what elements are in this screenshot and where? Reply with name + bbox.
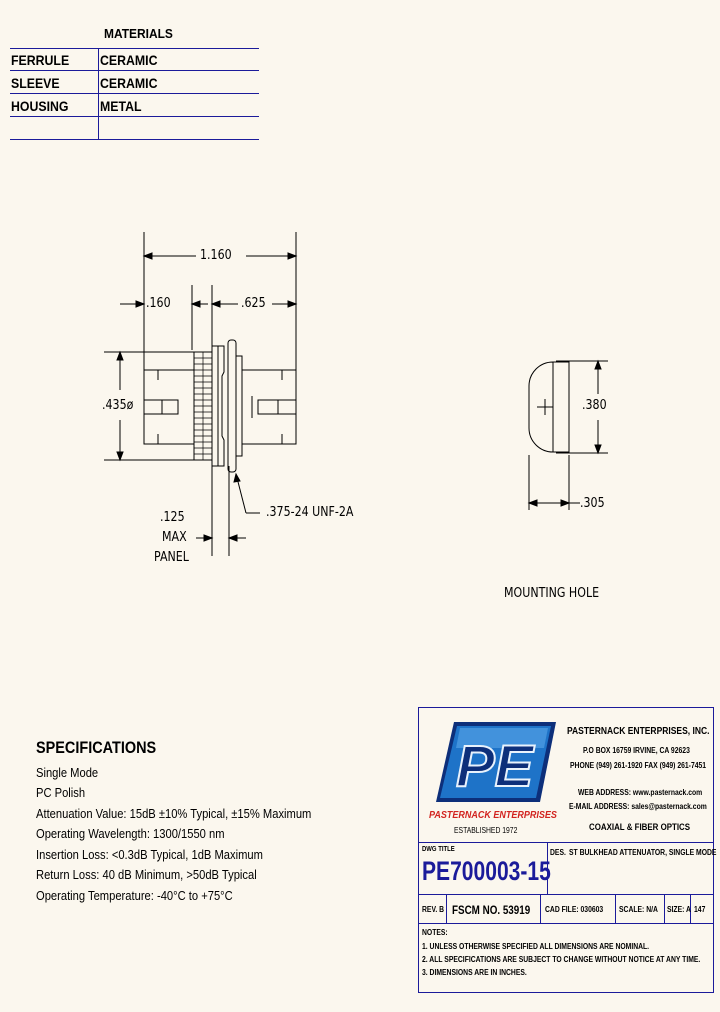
fscm-number: FSCM NO. 53919 <box>452 903 531 917</box>
spec-line: Operating Wavelength: 1300/1550 nm <box>36 826 225 841</box>
material-part: HOUSING <box>11 98 69 114</box>
spec-line: Return Loss: 40 dB Minimum, >50dB Typical <box>36 867 257 882</box>
spec-line: Single Mode <box>36 765 99 780</box>
dimension-diameter: .435ø <box>102 398 134 413</box>
brand-name: PASTERNACK ENTERPRISES <box>429 810 557 821</box>
title-block-divider <box>540 894 541 923</box>
description: ST BULKHEAD ATTENUATOR, SINGLE MODE <box>569 848 717 857</box>
material-value: CERAMIC <box>100 75 158 91</box>
hole-caption: MOUNTING HOLE <box>504 586 600 601</box>
dimension-panel-max: MAX <box>162 530 187 545</box>
title-block-rule <box>418 894 713 895</box>
description-label: DES. <box>550 848 566 857</box>
revision: REV. B <box>422 905 445 914</box>
scale: SCALE: N/A <box>619 905 658 914</box>
dwg-title-label: DWG TITLE <box>422 846 455 853</box>
dimension-overall: 1.160 <box>200 248 232 263</box>
spec-line: Attenuation Value: 15dB ±10% Typical, ±15% Maximum <box>36 806 312 821</box>
notes-title: NOTES: <box>422 928 448 937</box>
hole-width: .305 <box>580 496 605 511</box>
title-block-divider <box>446 894 447 923</box>
pe-logo <box>426 718 566 810</box>
material-value: CERAMIC <box>100 52 158 68</box>
company-web: WEB ADDRESS: www.pasternack.com <box>578 788 703 797</box>
specifications-title: SPECIFICATIONS <box>36 738 157 757</box>
title-block-rule <box>418 842 713 843</box>
title-block-divider <box>615 894 616 923</box>
logo-letters: PE <box>456 734 534 799</box>
thread-spec: .375-24 UNF-2A <box>266 505 354 520</box>
title-block-divider <box>664 894 665 923</box>
company-name: PASTERNACK ENTERPRISES, INC. <box>567 726 710 737</box>
spec-line: Insertion Loss: <0.3dB Typical, 1dB Maximum <box>36 847 263 862</box>
company-tagline: COAXIAL & FIBER OPTICS <box>589 822 691 832</box>
sheet-number: 147 <box>694 905 706 914</box>
dimension-panel-label: PANEL <box>154 550 189 565</box>
hole-height: .380 <box>582 398 607 413</box>
dimension-left: .160 <box>146 296 171 311</box>
size: SIZE: A <box>667 905 691 914</box>
company-address: P.O BOX 16759 IRVINE, CA 92623 <box>583 746 690 755</box>
note-item: 1. UNLESS OTHERWISE SPECIFIED ALL DIMENSIONS ARE NOMINAL. <box>422 942 650 951</box>
company-email: E-MAIL ADDRESS: sales@pasternack.com <box>569 802 707 811</box>
material-part: SLEEVE <box>11 75 60 91</box>
materials-title: MATERIALS <box>104 26 173 41</box>
material-part: FERRULE <box>11 52 70 68</box>
title-block-rule <box>418 923 713 924</box>
note-item: 3. DIMENSIONS ARE IN INCHES. <box>422 968 527 977</box>
material-value: METAL <box>100 98 142 114</box>
company-phone: PHONE (949) 261-1920 FAX (949) 261-7451 <box>570 761 707 770</box>
note-item: 2. ALL SPECIFICATIONS ARE SUBJECT TO CHANGE WITHOUT NOTICE AT ANY TIME. <box>422 955 701 964</box>
cad-file: CAD FILE: 030603 <box>545 905 604 914</box>
established-text: ESTABLISHED 1972 <box>454 826 518 835</box>
dimension-panel-value: .125 <box>160 510 185 525</box>
spec-line: PC Polish <box>36 785 86 800</box>
dimension-right: .625 <box>241 296 266 311</box>
drawing-number: PE700003-15 <box>422 856 551 886</box>
spec-line: Operating Temperature: -40°C to +75°C <box>36 888 233 903</box>
